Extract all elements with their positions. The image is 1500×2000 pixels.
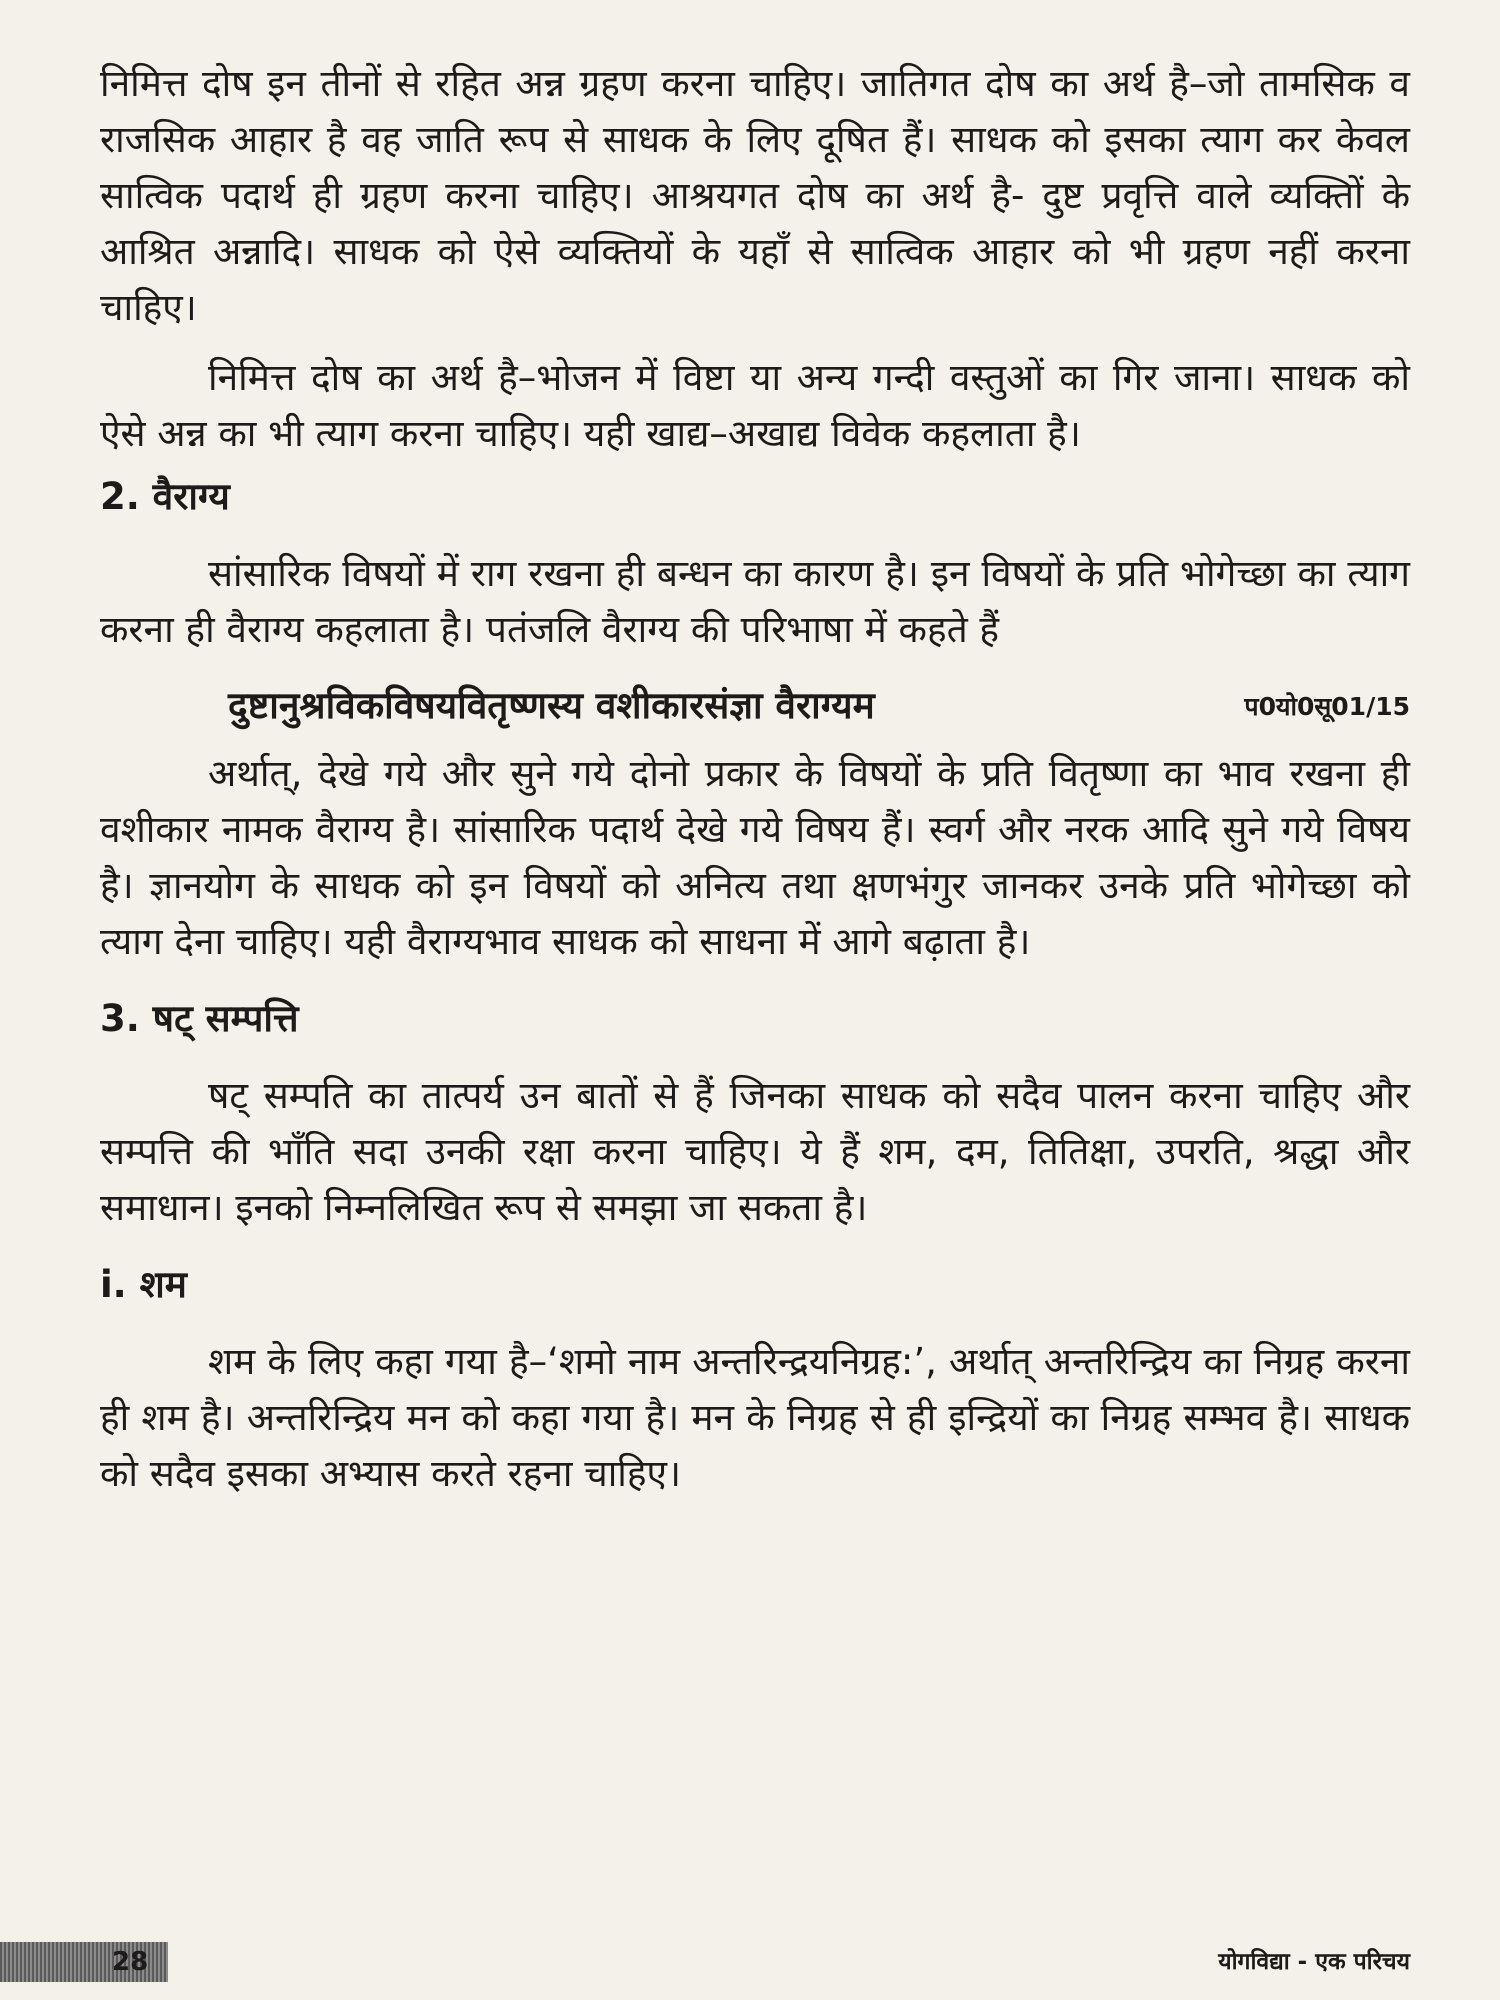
page-footer: [0, 1942, 1500, 2000]
sutra-reference: प0यो0सू01/15: [1244, 692, 1410, 721]
page-number: 28: [112, 1947, 149, 1977]
heading-vairagya: 2. वैराग्य: [100, 475, 230, 518]
book-title: योगविद्या - एक परिचय: [1218, 1949, 1410, 1975]
paragraph-shat-sampatti: षट् सम्पति का तात्पर्य उन बातों से हैं जिनका साधक को सदैव पालन करना चाहिए और सम्पत्ति की भाँति सदा उनकी रक्षा करना चाहिए। ये हैं शम, दम, तितिक्षा, उपरति, श्रद्धा और समाधान। इनको निम्नलिखित रूप से समझा जा सकता है।: [100, 1074, 1410, 1229]
paragraph-vairagya: सांसारिक विषयों में राग रखना ही बन्धन का कारण है। इन विषयों के प्रति भोगेच्छा का त्याग करना ही वैराग्य कहलाता है। पतंजलि वैराग्य की परिभाषा में कहते हैं: [100, 552, 1410, 651]
sutra-quote: [100, 666, 1410, 746]
heading-shat-sampatti: 3. षट् सम्पत्ति: [100, 997, 299, 1040]
paragraph-nimitt-dosh: निमित्त दोष का अर्थ है–भोजन में विष्टा या अन्य गन्दी वस्तुओं का गिर जाना। साधक को ऐसे अन्न का भी त्याग करना चाहिए। यही खाद्य–अखाद्य विवेक कहलाता है।: [100, 356, 1410, 455]
paragraph-vairagya-explained: अर्थात्, देखे गये और सुने गये दोनो प्रकार के विषयों के प्रति वितृष्णा का भाव रखना ही वशीकार नामक वैराग्य है। सांसारिक पदार्थ देखे गये विषय हैं। स्वर्ग और नरक आदि सुने गये विषय है। ज्ञानयोग के साधक को इन विषयों को अनित्य तथा क्षणभंगुर जानकर उनके प्रति भोगेच्छा को त्याग देना चाहिए। यही वैराग्यभाव साधक को साधना में आगे बढ़ाता है।: [100, 752, 1410, 963]
paragraph-sham: शम के लिए कहा गया है–‘शमो नाम अन्तरिन्द्रयनिग्रह:’, अर्थात् अन्तरिन्द्रिय का निग्रह करना ही शम है। अन्तरिन्द्रिय मन को कहा गया है। मन के निग्रह से ही इन्द्रियों का निग्रह सम्भव है। साधक को सदैव इसका अभ्यास करते रहना चाहिए।: [100, 1340, 1410, 1495]
page-body: [100, 56, 1410, 1502]
paragraph-dosh-types: निमित्त दोष इन तीनों से रहित अन्न ग्रहण करना चाहिए। जातिगत दोष का अर्थ है–जो तामसिक व राजसिक आहार है वह जाति रूप से साधक के लिए दूषित हैं। साधक को इसका त्याग कर केवल सात्विक पदार्थ ही ग्रहण करना चाहिए। आश्रयगत दोष का अर्थ है- दुष्ट प्रवृत्ति वाले व्यक्तिों के आश्रित अन्नादि। साधक को ऐसे व्यक्तियों के यहाँ से सात्विक आहार को भी ग्रहण नहीं करना चाहिए।: [100, 62, 1410, 329]
heading-sham: i. शम: [100, 1263, 187, 1306]
sutra-text: दुष्टानुश्रविकविषयवितृष्णस्य वशीकारसंज्ञा वैराग्यम: [228, 684, 875, 727]
